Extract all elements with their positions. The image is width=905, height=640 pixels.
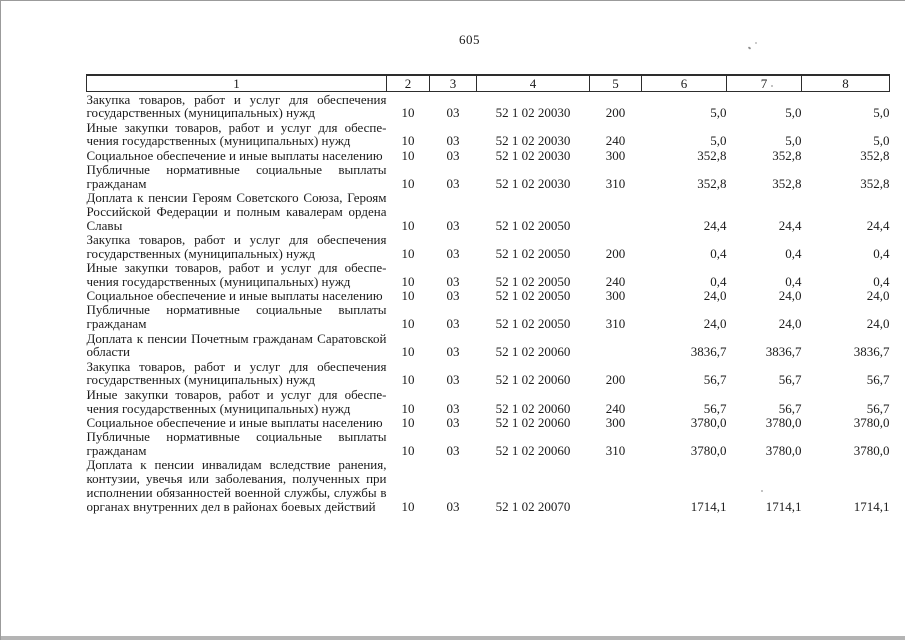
cell-c1: Доплата к пенсии Героям Советского Союза, Героям Российской Федерации и полным кавалерам ордена Славы — [86, 190, 387, 233]
cell-c1: Доплата к пенсии Почетным гражданам Саратовской области — [86, 330, 387, 360]
cell-c5: 200 — [605, 105, 626, 121]
scan-speck — [761, 490, 763, 492]
cell-c6: 3836,7 — [690, 344, 727, 360]
cell-c3: 03 — [446, 316, 460, 332]
table-row — [87, 458, 890, 514]
header-cell-1: 1 — [87, 75, 387, 92]
table-row — [87, 359, 890, 387]
cell-c8: 24,4 — [866, 217, 890, 233]
cell-c5: 300 — [605, 147, 626, 163]
cell-c7: 5,0 — [785, 105, 802, 121]
cell-c3: 03 — [446, 414, 460, 430]
cell-c1: Закупка товаров, работ и услуг для обеспечения государственных (муниципальных) нужд — [86, 231, 387, 261]
cell-c6: 0,4 — [710, 273, 727, 289]
cell-c1: Доплата к пенсии инвалидам вследствие ранения, контузии, увечья или заболевания, полученных при исполнении обязанностей военной службы, службы в органах внутренних дел в районах боевых действий — [86, 457, 387, 514]
cell-c1: Публичные нормативные социальные выплаты гражданам — [86, 302, 387, 332]
cell-c6: 3780,0 — [690, 442, 727, 458]
cell-c6: 352,8 — [697, 175, 727, 191]
cell-c3: 03 — [446, 133, 460, 149]
cell-c4: 52 1 02 20060 — [495, 400, 571, 416]
cell-c7: 1714,1 — [765, 498, 802, 514]
cell-c7: 56,7 — [778, 400, 802, 416]
cell-c4: 52 1 02 20060 — [495, 372, 571, 388]
cell-c2: 10 — [401, 245, 415, 261]
header-cell-7: 7 — [727, 75, 802, 92]
cell-c1: Иные закупки товаров, работ и услуг для обеспечения государственных (муниципальных) нужд — [86, 260, 387, 289]
cell-c8: 56,7 — [866, 372, 890, 388]
cell-c6: 5,0 — [710, 133, 727, 149]
cell-c5 — [590, 331, 642, 359]
cell-c3: 03 — [446, 498, 460, 514]
header-cell-8: 8 — [802, 75, 890, 92]
cell-c6: 5,0 — [710, 105, 727, 121]
cell-c1: Закупка товаров, работ и услуг для обеспечения государственных (муниципальных) нужд — [86, 358, 387, 388]
cell-c4: 52 1 02 20070 — [495, 498, 571, 514]
cell-c2: 10 — [401, 442, 415, 458]
cell-c8: 24,0 — [866, 288, 890, 304]
header-cell-2: 2 — [387, 75, 430, 92]
header-cell-3: 3 — [430, 75, 477, 92]
cell-c4: 52 1 02 20030 — [495, 147, 571, 163]
cell-c5: 300 — [605, 288, 626, 304]
cell-c3: 03 — [446, 372, 460, 388]
cell-c7: 24,0 — [778, 288, 802, 304]
cell-c5 — [590, 191, 642, 233]
cell-c8: 3836,7 — [853, 344, 890, 360]
cell-c3: 03 — [446, 400, 460, 416]
cell-c7: 352,8 — [772, 175, 802, 191]
scan-speck — [771, 85, 773, 87]
budget-table — [86, 74, 890, 513]
cell-c7: 3836,7 — [765, 344, 802, 360]
table-row — [87, 232, 890, 260]
cell-c2: 10 — [401, 175, 415, 191]
table-row — [87, 415, 890, 429]
cell-c1: Закупка товаров, работ и услуг для обеспечения государственных (муниципальных) нужд — [86, 91, 387, 121]
cell-c3: 03 — [446, 245, 460, 261]
cell-c6: 24,0 — [703, 288, 727, 304]
cell-c3: 03 — [446, 273, 460, 289]
table-row — [87, 191, 890, 233]
cell-c7: 3780,0 — [765, 442, 802, 458]
cell-c8: 5,0 — [873, 133, 890, 149]
cell-c6: 3780,0 — [690, 414, 727, 430]
cell-c6: 352,8 — [697, 147, 727, 163]
cell-c2: 10 — [401, 147, 415, 163]
cell-c8: 56,7 — [866, 400, 890, 416]
header-cell-6: 6 — [642, 75, 727, 92]
header-cell-5: 5 — [590, 75, 642, 92]
cell-c2: 10 — [401, 273, 415, 289]
cell-c8: 3780,0 — [853, 442, 890, 458]
cell-c3: 03 — [446, 442, 460, 458]
cell-c4: 52 1 02 20030 — [495, 133, 571, 149]
cell-c6: 24,4 — [703, 217, 727, 233]
page-number: 605 — [459, 32, 480, 47]
cell-c5: 300 — [605, 414, 626, 430]
cell-c3: 03 — [446, 147, 460, 163]
cell-c4: 52 1 02 20050 — [495, 288, 571, 304]
cell-c5: 310 — [605, 442, 626, 458]
table-row — [87, 303, 890, 331]
cell-c4: 52 1 02 20050 — [495, 217, 571, 233]
cell-c8: 352,8 — [860, 147, 890, 163]
cell-c5: 240 — [605, 400, 626, 416]
cell-c3: 03 — [446, 344, 460, 360]
scan-speck — [755, 42, 757, 44]
cell-c4: 52 1 02 20050 — [495, 273, 571, 289]
table-header — [87, 75, 890, 92]
cell-c8: 24,0 — [866, 316, 890, 332]
cell-c2: 10 — [401, 133, 415, 149]
cell-c5: 200 — [605, 245, 626, 261]
table-row — [87, 289, 890, 303]
cell-c7: 24,0 — [778, 316, 802, 332]
cell-c1: Социальное обеспечение и иные выплаты населению — [86, 147, 383, 163]
cell-c7: 24,4 — [778, 217, 802, 233]
table-row — [87, 430, 890, 458]
cell-c3: 03 — [446, 175, 460, 191]
cell-c4: 52 1 02 20060 — [495, 442, 571, 458]
cell-c6: 1714,1 — [690, 498, 727, 514]
scan-speck — [748, 46, 752, 49]
cell-c5 — [590, 458, 642, 514]
table-row — [87, 120, 890, 148]
cell-c4: 52 1 02 20060 — [495, 414, 571, 430]
cell-c1: Социальное обеспечение и иные выплаты населению — [86, 288, 383, 304]
cell-c6: 24,0 — [703, 316, 727, 332]
table-row — [87, 331, 890, 359]
table-row — [87, 148, 890, 162]
cell-c3: 03 — [446, 288, 460, 304]
cell-c2: 10 — [401, 217, 415, 233]
cell-c4: 52 1 02 20030 — [495, 105, 571, 121]
scan-edge-bottom — [1, 636, 905, 640]
cell-c2: 10 — [401, 316, 415, 332]
table-row — [87, 387, 890, 415]
cell-c7: 0,4 — [785, 273, 802, 289]
cell-c6: 56,7 — [703, 400, 727, 416]
cell-c4: 52 1 02 20050 — [495, 316, 571, 332]
cell-c8: 0,4 — [873, 273, 890, 289]
table-row — [87, 92, 890, 121]
cell-c1: Публичные нормативные социальные выплаты гражданам — [86, 161, 387, 191]
cell-c1: Социальное обеспечение и иные выплаты населению — [86, 414, 383, 430]
cell-c7: 352,8 — [772, 147, 802, 163]
cell-c2: 10 — [401, 105, 415, 121]
cell-c8: 3780,0 — [853, 414, 890, 430]
header-row — [87, 75, 890, 92]
cell-c8: 352,8 — [860, 175, 890, 191]
cell-c4: 52 1 02 20030 — [495, 175, 571, 191]
table-row — [87, 162, 890, 190]
cell-c7: 3780,0 — [765, 414, 802, 430]
table-row — [87, 261, 890, 289]
cell-c2: 10 — [401, 372, 415, 388]
cell-c7: 56,7 — [778, 372, 802, 388]
cell-c1: Иные закупки товаров, работ и услуг для обеспечения государственных (муниципальных) нужд — [86, 386, 387, 416]
cell-c5: 310 — [605, 316, 626, 332]
cell-c8: 0,4 — [873, 245, 890, 261]
header-cell-4: 4 — [477, 75, 590, 92]
cell-c4: 52 1 02 20060 — [495, 344, 571, 360]
cell-c5: 240 — [605, 133, 626, 149]
cell-c4: 52 1 02 20050 — [495, 245, 571, 261]
cell-c2: 10 — [401, 344, 415, 360]
cell-c5: 240 — [605, 273, 626, 289]
cell-c8: 1714,1 — [853, 498, 890, 514]
cell-c2: 10 — [401, 288, 415, 304]
cell-c6: 0,4 — [710, 245, 727, 261]
cell-c2: 10 — [401, 414, 415, 430]
cell-c1: Публичные нормативные социальные выплаты гражданам — [86, 429, 387, 458]
cell-c2: 10 — [401, 400, 415, 416]
cell-c5: 310 — [605, 175, 626, 191]
cell-c8: 5,0 — [873, 105, 890, 121]
cell-c7: 0,4 — [785, 245, 802, 261]
cell-c2: 10 — [401, 498, 415, 514]
cell-c5: 200 — [605, 372, 626, 388]
cell-c1: Иные закупки товаров, работ и услуг для обеспечения государственных (муниципальных) нужд — [86, 119, 387, 149]
cell-c3: 03 — [446, 105, 460, 121]
table-body — [87, 92, 890, 514]
cell-c3: 03 — [446, 217, 460, 233]
cell-c7: 5,0 — [785, 133, 802, 149]
cell-c6: 56,7 — [703, 372, 727, 388]
